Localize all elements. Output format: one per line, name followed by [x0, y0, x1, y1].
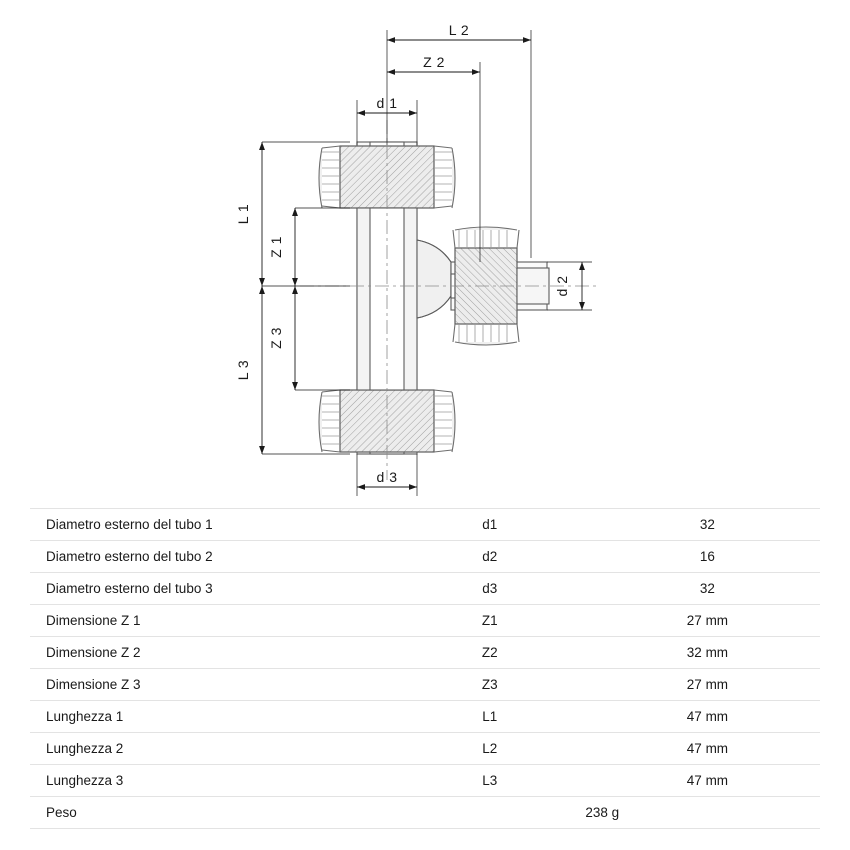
row-label: Peso: [30, 797, 385, 829]
row-symbol: d2: [385, 541, 595, 573]
table-row-weight: [30, 797, 820, 829]
fitting-body: [319, 142, 549, 454]
row-value: 47 mm: [595, 733, 820, 765]
row-symbol: L1: [385, 701, 595, 733]
label-L3: L 3: [235, 359, 251, 381]
table-row: [30, 637, 820, 669]
row-value: 32 mm: [595, 637, 820, 669]
row-symbol: Z1: [385, 605, 595, 637]
table-row: [30, 701, 820, 733]
row-value: 16: [595, 541, 820, 573]
row-value: 27 mm: [595, 605, 820, 637]
row-value: 47 mm: [595, 765, 820, 797]
row-symbol: d3: [385, 573, 595, 605]
row-label: Diametro esterno del tubo 1: [30, 509, 385, 541]
label-d3: d 3: [376, 469, 398, 485]
row-value: 32: [595, 509, 820, 541]
row-label: Lunghezza 1: [30, 701, 385, 733]
row-symbol: L3: [385, 765, 595, 797]
label-Z1: Z 1: [268, 236, 284, 258]
row-label: Lunghezza 2: [30, 733, 385, 765]
row-label: Dimensione Z 1: [30, 605, 385, 637]
label-Z2: Z 2: [423, 54, 445, 70]
row-symbol: L2: [385, 733, 595, 765]
row-label: Dimensione Z 2: [30, 637, 385, 669]
label-d1: d 1: [376, 95, 398, 111]
table-row: [30, 605, 820, 637]
label-L2: L 2: [448, 22, 470, 38]
label-Z3: Z 3: [268, 327, 284, 349]
row-value: 32: [595, 573, 820, 605]
table-row: [30, 573, 820, 605]
row-label: Diametro esterno del tubo 2: [30, 541, 385, 573]
row-value: 238 g: [385, 797, 820, 829]
table-row: [30, 669, 820, 701]
table-row: [30, 765, 820, 797]
row-label: Lunghezza 3: [30, 765, 385, 797]
row-label: Dimensione Z 3: [30, 669, 385, 701]
specifications-table: [30, 508, 820, 829]
table-row: [30, 541, 820, 573]
row-value: 47 mm: [595, 701, 820, 733]
row-symbol: Z2: [385, 637, 595, 669]
row-label: Diametro esterno del tubo 3: [30, 573, 385, 605]
label-L1: L 1: [235, 203, 251, 225]
row-symbol: d1: [385, 509, 595, 541]
row-symbol: Z3: [385, 669, 595, 701]
table-row: [30, 509, 820, 541]
row-value: 27 mm: [595, 669, 820, 701]
label-d2: d 2: [554, 275, 570, 297]
table-row: [30, 733, 820, 765]
